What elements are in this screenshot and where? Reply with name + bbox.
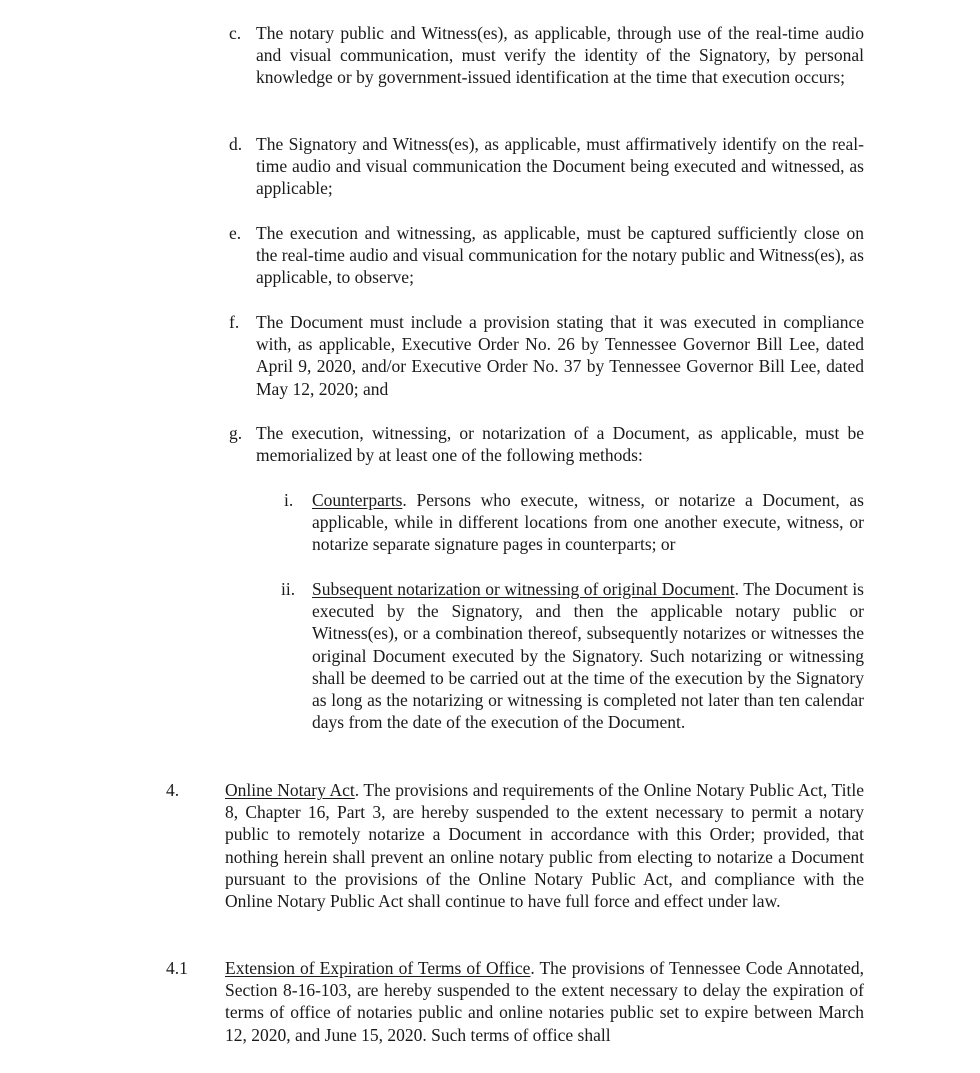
section-4-text: . The provisions and requirements of the Online Notary Public Act, Title 8, Chapter 16, Part 3, are hereby suspended to the extent necessary to permit a notary public to remotely notarize a Document in accordance with this Order; provided, that nothing herein shall prevent an online notary public from electing to notarize a Document pursuant to the provisions of the Online Notary Public Act, and compliance with the Online Notary Public Act shall continue to have full force and effect under law. xyxy=(225,780,864,912)
item-g-i-paragraph xyxy=(312,489,864,556)
item-g-ii-text: . The Document is executed by the Signatory, and then the applicable notary public or Witness(es), or a combination thereof, subsequently notarizes or witnesses the original Document executed by the Signatory. Such notarizing or witnessing shall be deemed to be carried out at the time of the execution by the Signatory as long as the notarizing or witnessing is completed not later than ten calendar days from the date of the execution of the Document. xyxy=(312,579,864,733)
item-g-i-text: . Persons who execute, witness, or notarize a Document, as applicable, while in different locations from one another execute, witness, or notarize separate signature pages in counterparts; or xyxy=(312,490,864,555)
item-g-i-marker: i. xyxy=(284,490,294,510)
section-4-1-number: 4.1 xyxy=(166,958,188,978)
item-g-paragraph: The execution, witnessing, or notarization of a Document, as applicable, must be memorialized by at least one of the following methods: xyxy=(256,423,864,466)
item-f-paragraph: The Document must include a provision stating that it was executed in compliance with, as applicable, Executive Order No. 26 by Tennessee Governor Bill Lee, dated April 9, 2020, and/or Executive Order No. 37 by Tennessee Governor Bill Lee, dated May 12, 2020; and xyxy=(256,312,864,399)
section-4-1-paragraph xyxy=(225,957,864,1046)
item-c-marker: c. xyxy=(229,23,242,43)
section-4-heading: Online Notary Act xyxy=(225,780,355,800)
item-g-marker: g. xyxy=(229,423,243,443)
item-g-ii-paragraph xyxy=(312,578,864,733)
section-4-1-text: . The provisions of Tennessee Code Annotated, Section 8-16-103, are hereby suspended to the extent necessary to delay the expiration of terms of office of notaries public and online notaries public set to expire between March 12, 2020, and June 15, 2020. Such terms of office shall xyxy=(225,958,864,1045)
section-4-1-heading: Extension of Expiration of Terms of Office xyxy=(225,958,531,978)
item-e-marker: e. xyxy=(229,223,242,243)
item-d-paragraph: The Signatory and Witness(es), as applicable, must affirmatively identify on the real-time audio and visual communication the Document being executed and witnessed, as applicable; xyxy=(256,134,864,199)
section-4-number: 4. xyxy=(166,780,180,800)
item-c-paragraph: The notary public and Witness(es), as applicable, through use of the real-time audio and visual communication, must verify the identity of the Signatory, by personal knowledge or by government-issued identification at the time that execution occurs; xyxy=(256,23,864,88)
item-g-ii-marker: ii. xyxy=(281,579,296,599)
item-d-marker: d. xyxy=(229,134,243,154)
item-e-paragraph: The execution and witnessing, as applicable, must be captured sufficiently close on the real-time audio and visual communication for the notary public and Witness(es), as applicable, to observe; xyxy=(256,223,864,288)
item-g-i-heading: Counterparts xyxy=(312,490,403,510)
section-4-paragraph xyxy=(225,779,864,912)
item-f-marker: f. xyxy=(229,312,240,332)
item-g-ii-heading: Subsequent notarization or witnessing of original Document xyxy=(312,579,735,599)
